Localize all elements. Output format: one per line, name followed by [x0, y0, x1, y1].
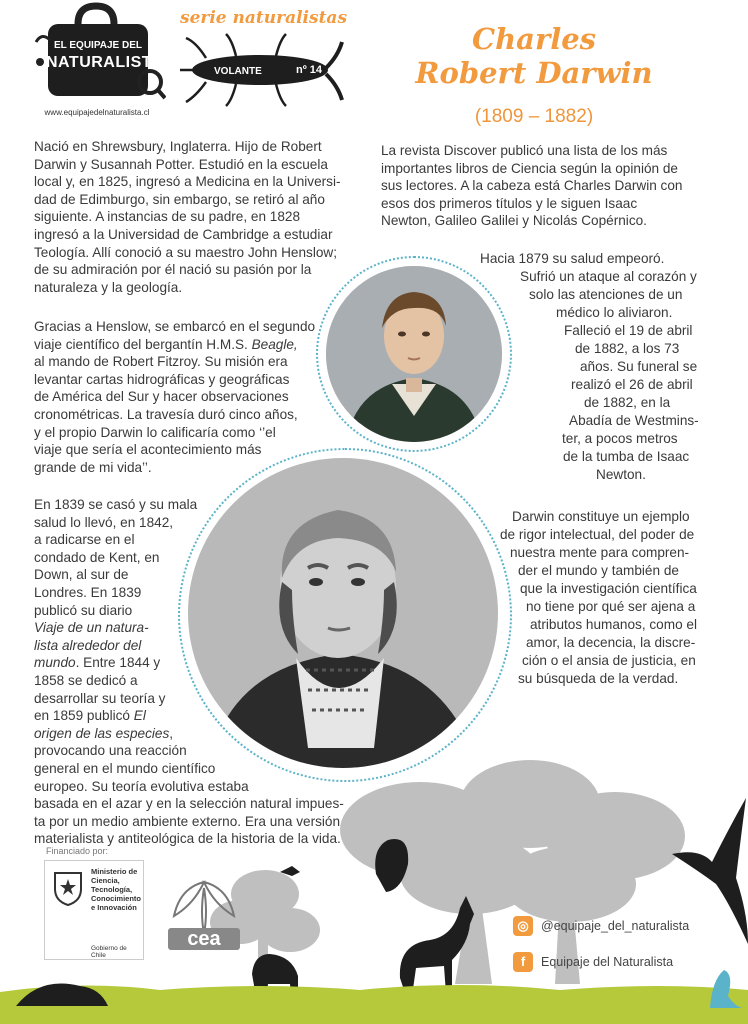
- text-line: de la tumba de Isaac: [563, 449, 690, 464]
- facebook-page[interactable]: Equipaje del Naturalista: [541, 955, 674, 969]
- volante-label: VOLANTE: [214, 66, 262, 77]
- book-title: mundo: [34, 655, 76, 671]
- text-line: Darwin y Susannah Potter. Estudió en la escuela: [34, 156, 328, 172]
- text-line: a radicarse en el: [34, 532, 135, 548]
- text-run: en 1859 publicó: [34, 708, 134, 724]
- series-title: serie naturalistas: [180, 8, 348, 28]
- text-line: médico lo aliviaron.: [556, 305, 673, 320]
- ministry-logo: [44, 860, 144, 960]
- text-line: de 1882, en la: [584, 395, 671, 410]
- text-line: importantes libros de Ciencia según la opinión de: [381, 160, 678, 176]
- gov-chile: Gobierno de Chile: [91, 945, 127, 959]
- text-line: de su admiración por él nació su pasión por la: [34, 262, 312, 278]
- text-line: no tiene por qué ser ajena a: [526, 599, 696, 614]
- text-line: ción o el ansia de justicia, en: [522, 653, 696, 668]
- right-paragraph-1: [381, 142, 682, 230]
- text-line: En 1839 se casó y su mala: [34, 497, 198, 512]
- text-line: Hacia 1879 su salud empeoró.: [480, 251, 665, 266]
- text-line: La revista Discover publicó una lista de los más: [381, 143, 668, 158]
- text-line: Abadía de Westmins-: [569, 413, 699, 428]
- text-line: der el mundo y también de: [518, 563, 679, 578]
- text-line: condado de Kent, en: [34, 549, 160, 565]
- logo-line1: EL EQUIPAJE DEL: [54, 40, 142, 51]
- text-line: esos dos primeros títulos y le siguen Isaac: [381, 195, 638, 211]
- text-line: realizó el 26 de abril: [571, 377, 693, 392]
- text-line: ter, a pocos metros: [562, 431, 678, 446]
- cea-logo: [164, 878, 244, 958]
- portrait-young: [326, 266, 502, 442]
- text-line: 1858 se dedicó a: [34, 672, 138, 688]
- text-line: materialista y antiteológica de la historia de la vida.: [34, 831, 341, 847]
- text-line: años. Su funeral se: [580, 359, 698, 374]
- text-line: ingresó a la Universidad de Cambridge a estudiar: [34, 226, 333, 242]
- text-line: general en el mundo científico: [34, 760, 216, 776]
- book-title: Viaje de un natura-: [34, 620, 149, 636]
- text-line: Newton, Galileo Galilei y Nicolás Copérnico.: [381, 213, 647, 229]
- portrait-old: [188, 458, 498, 768]
- backpack-icon: [28, 2, 166, 102]
- text-line: atributos humanos, como el: [530, 617, 697, 632]
- title-line1: Charles: [471, 22, 597, 56]
- ministry-line: Ministerio de: [91, 867, 138, 876]
- text-line: y el propio Darwin lo calificaría como ‘’el: [34, 424, 276, 440]
- text-line: Gracias a Henslow, se embarcó en el segundo: [34, 319, 316, 334]
- text-line: europeo. Su teoría evolutiva estaba: [34, 778, 249, 794]
- text-line: su búsqueda de la verdad.: [518, 671, 679, 686]
- chile-shield-icon: [51, 867, 85, 907]
- text-line: Teología. Allí conoció a su maestro John Henslow;: [34, 244, 338, 260]
- ministry-line: e Innovación: [91, 903, 137, 912]
- text-line: naturaleza y la geología.: [34, 279, 183, 295]
- text-line: de rigor intelectual, del poder de: [500, 527, 695, 542]
- cea-text: cea: [168, 928, 240, 950]
- title-line2: Robert Darwin: [415, 56, 653, 90]
- ministry-line: Conocimiento: [91, 894, 141, 903]
- text-line: viaje que sería el acontecimiento más: [34, 442, 262, 458]
- text-line: basada en el azar y en la selección natural impues-: [34, 796, 344, 812]
- years: (1809 – 1882): [474, 106, 594, 127]
- text-line: dad de Edimburgo, sin embargo, se retiró al año: [34, 191, 325, 207]
- text-line: al mando de Robert Fitzroy. Su misión era: [34, 354, 288, 370]
- text-run: viaje científico del bergantín H.M.S.: [34, 336, 252, 352]
- instagram-handle[interactable]: @equipaje_del_naturalista: [541, 919, 690, 933]
- book-title: El: [133, 708, 146, 724]
- text-line: de 1882, a los 73: [575, 341, 680, 356]
- grass-strip: [0, 985, 748, 1024]
- text-line: grande de mi vida’’.: [34, 459, 152, 475]
- text-line: Sufrió un ataque al corazón y: [520, 269, 697, 284]
- text-line: levantar cartas hidrográficas y geográficas: [34, 371, 290, 387]
- portrait-young-drawing: [326, 266, 502, 442]
- text-line: Darwin constituye un ejemplo: [512, 509, 690, 524]
- ministry-line: Tecnología,: [91, 885, 133, 894]
- text-line: ta por un medio ambiente externo. Era una versión: [34, 813, 341, 829]
- left-paragraph-1: [34, 138, 341, 296]
- ministry-name: [91, 867, 141, 912]
- volante-number: nº 14: [296, 64, 323, 76]
- text-line: desarrollar su teoría y: [34, 690, 166, 706]
- facebook-icon[interactable]: f: [513, 952, 533, 972]
- book-title: origen de las especies: [34, 725, 170, 741]
- text-line: Down, al sur de: [34, 567, 129, 583]
- instagram-icon[interactable]: ◎: [513, 916, 533, 936]
- text-line: cronométricas. La travesía duró cinco años,: [34, 406, 298, 422]
- text-line: publicó su diario: [34, 602, 133, 618]
- text-line: nuestra mente para compren-: [510, 545, 690, 560]
- text-line: Londres. En 1839: [34, 584, 142, 600]
- left-paragraph-2: [34, 318, 315, 476]
- text-line: [34, 336, 315, 354]
- text-line: provocando una reacción: [34, 743, 187, 759]
- logo-line2: NATURALISTA: [46, 54, 163, 71]
- ministry-line: Ciencia,: [91, 876, 120, 885]
- text-line: de América del Sur y hacer observaciones: [34, 389, 289, 405]
- text-run: ,: [169, 725, 174, 741]
- text-line: local y, en 1825, ingresó a Medicina en la Universi-: [34, 174, 341, 190]
- text-line: Nació en Shrewsbury, Inglaterra. Hijo de Robert: [34, 139, 322, 154]
- text-line: amor, la decencia, la discre-: [526, 635, 696, 650]
- text-line: Falleció el 19 de abril: [564, 323, 693, 338]
- text-line: que la investigación científica: [520, 581, 697, 596]
- text-line: salud lo llevó, en 1842,: [34, 514, 174, 530]
- text-line: sus lectores. A la cabeza está Charles Darwin con: [381, 178, 683, 194]
- logo: [28, 2, 166, 120]
- text-line: solo las atenciones de un: [529, 287, 683, 302]
- ship-name: Beagle,: [251, 336, 298, 352]
- logo-url[interactable]: www.equipajedelnaturalista.cl: [44, 108, 150, 117]
- text-line: siguiente. A instancias de su padre, en 1828: [34, 209, 301, 225]
- text-line: Newton.: [596, 467, 646, 482]
- book-title: lista alrededor del: [34, 637, 142, 653]
- portrait-old-drawing: [188, 458, 498, 768]
- funded-by: Financiado por:: [46, 846, 109, 856]
- text-run: . Entre 1844 y: [75, 655, 161, 671]
